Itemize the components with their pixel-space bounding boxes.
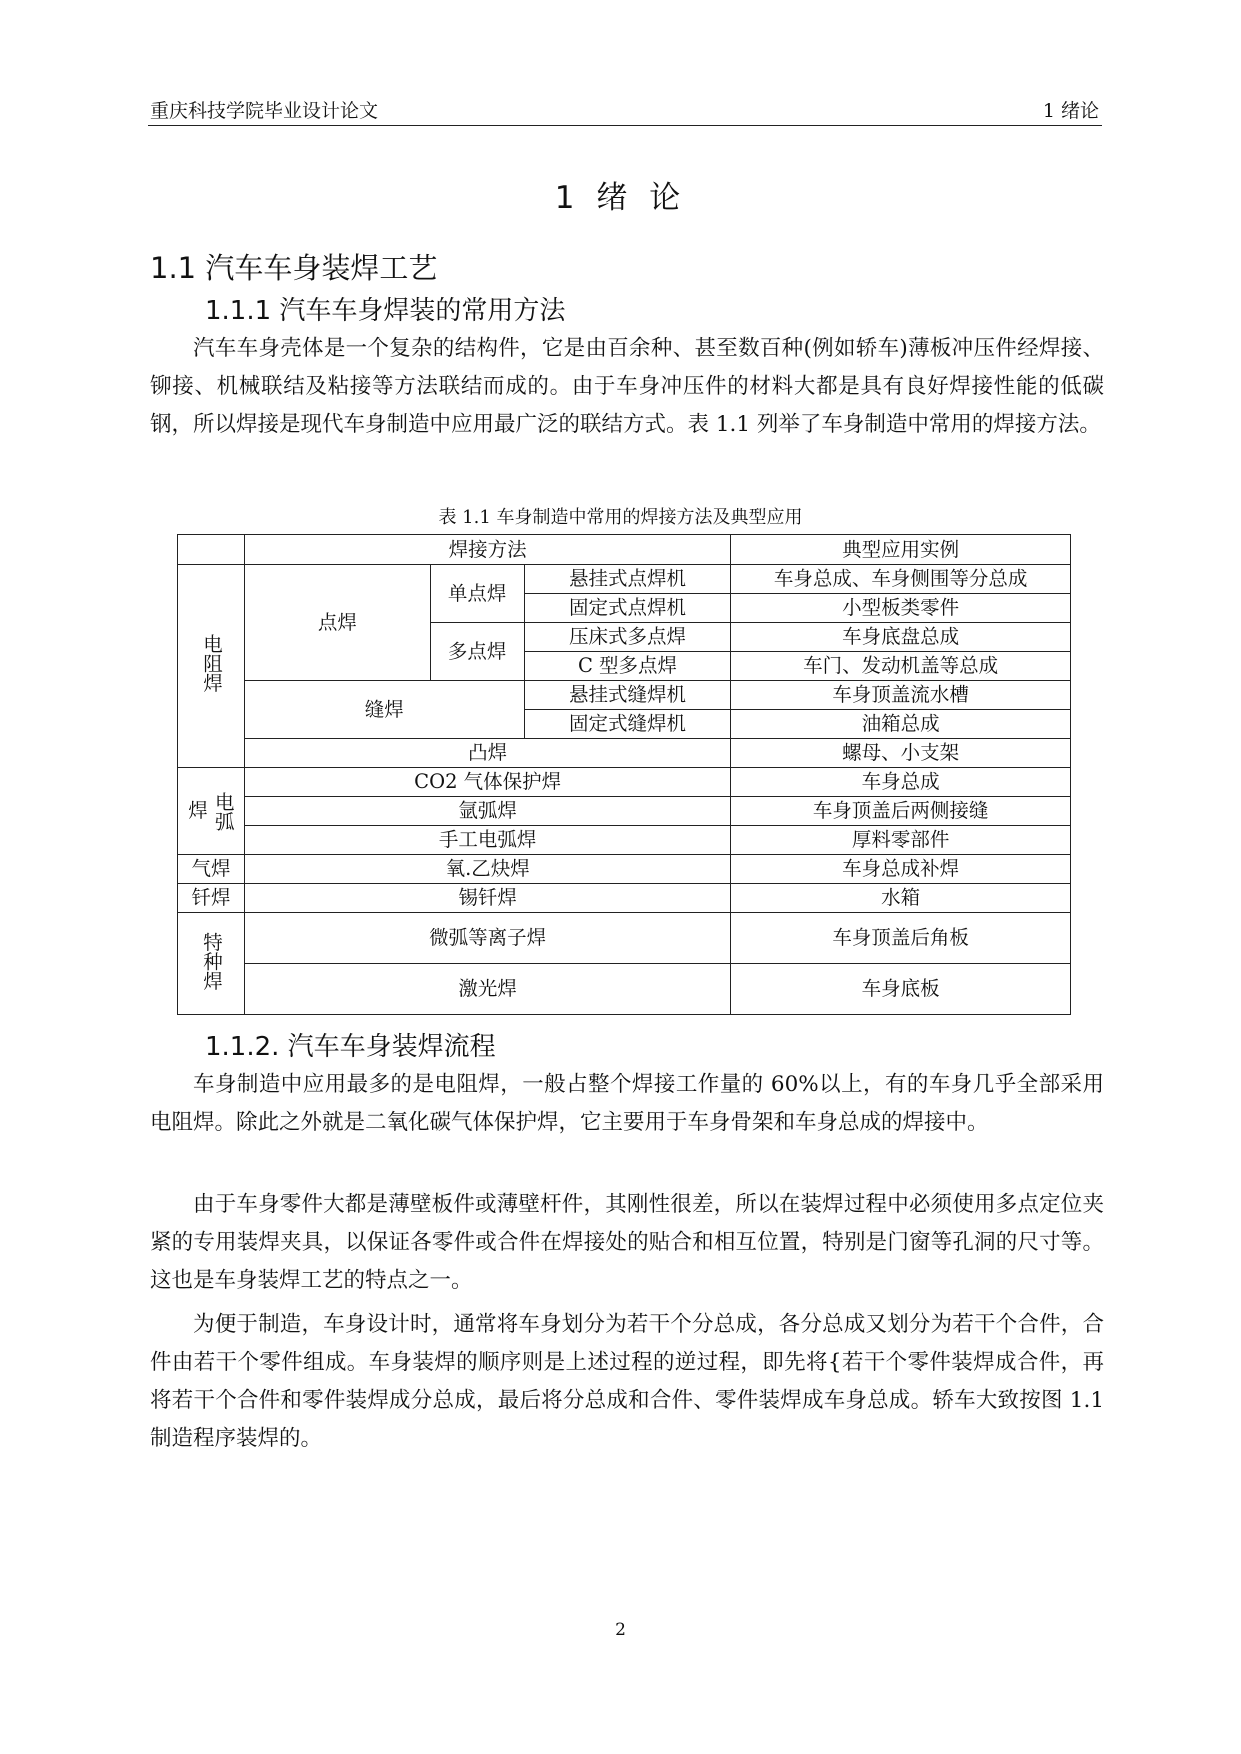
table-cell-method: 激光焊 [244,964,730,1015]
table-header-method: 焊接方法 [244,535,730,565]
method-multi-spot: 多点焊 [430,623,524,681]
table-cell-application: 车身顶盖后角板 [731,913,1071,964]
table-cell-application: 厚料零部件 [731,826,1071,855]
table-cell-application: 水箱 [731,884,1071,913]
method-spot-welding: 点焊 [244,565,430,681]
method-projection-welding: 凸焊 [244,739,730,768]
table-cell-method: 锡钎焊 [244,884,730,913]
category-special-welding: 特种焊 [178,913,245,1015]
paragraph-resistance: 车身制造中应用最多的是电阻焊，一般占整个焊接工作量的 60%以上，有的车身几乎全部采用电阻焊。除此之外就是二氧化碳气体保护焊，它主要用于车身骨架和车身总成的焊接中。 [150,1072,1104,1135]
table-cell-method: 手工电弧焊 [244,826,730,855]
paragraph-fixtures: 由于车身零件大都是薄壁板件或薄壁杆件，其刚性很差，所以在装焊过程中必须使用多点定位夹紧的专用装焊夹具，以保证各零件或合件在焊接处的贴合和相互位置，特别是门窗等孔洞的尺寸等。这也是车身装焊工艺的特点之一。 [150,1192,1104,1293]
header-divider [148,125,1102,126]
table-cell-application: 车身总成补焊 [731,855,1071,884]
category-gas-welding: 气焊 [178,855,245,884]
category-brazing: 钎焊 [178,884,245,913]
table-cell-method: 悬挂式缝焊机 [524,681,731,710]
table-caption: 表 1.1 车身制造中常用的焊接方法及典型应用 [438,507,803,528]
method-single-spot: 单点焊 [430,565,524,623]
table-cell-application: 车身顶盖后两侧接缝 [731,797,1071,826]
table-cell-application: 车身总成 [731,768,1071,797]
category-arc-welding [178,768,245,855]
table-cell-application: 螺母、小支架 [731,739,1071,768]
table-cell-method: 固定式缝焊机 [524,710,731,739]
category-resistance-welding: 电阻焊 [178,565,245,768]
welding-methods-table [177,534,1071,1015]
category-arc-char-a: 焊 [188,799,208,822]
method-seam-welding: 缝焊 [244,681,524,739]
table-cell-method: 氧.乙炔焊 [244,855,730,884]
table-cell-application: 车身底板 [731,964,1071,1015]
paragraph-sequence: 为便于制造，车身设计时，通常将车身划分为若干个分总成，各分总成又划分为若干个合件，合件由若干个零件组成。车身装焊的顺序则是上述过程的逆过程，即先将{若干个零件装焊成合件，再将若干个合件和零件装焊成分总成，最后将分总成和合件、零件装焊成车身总成。轿车大致按图 1.1 制造程序装焊的。 [150,1312,1104,1451]
table-cell-method: CO2 气体保护焊 [244,768,730,797]
table-cell-method: 氩弧焊 [244,797,730,826]
table-cell-application: 油箱总成 [731,710,1071,739]
table-cell-method: 固定式点焊机 [524,594,731,623]
table-cell-method: 压床式多点焊 [524,623,731,652]
table-cell-method: 悬挂式点焊机 [524,565,731,594]
table-cell-method: C 型多点焊 [524,652,731,681]
table-cell-application: 车身总成、车身侧围等分总成 [731,565,1071,594]
section-heading-1-1: 1.1 汽车车身装焊工艺 [150,251,438,285]
category-arc-chars-b: 电弧 [211,791,235,831]
header-title: 重庆科技学院毕业设计论文 [150,100,379,122]
section-heading-1-1-2: 1.1.2. 汽车车身装焊流程 [205,1032,496,1062]
table-cell-application: 车门、发动机盖等总成 [731,652,1071,681]
table-cell-application: 车身底盘总成 [731,623,1071,652]
table-cell-application: 小型板类零件 [731,594,1071,623]
section-heading-1-1-1: 1.1.1 汽车车身焊装的常用方法 [205,296,566,326]
table-corner-cell [178,535,245,565]
table-cell-application: 车身顶盖流水槽 [731,681,1071,710]
table-cell-method: 微弧等离子焊 [244,913,730,964]
table-header-application: 典型应用实例 [731,535,1071,565]
paragraph-intro: 汽车车身壳体是一个复杂的结构件，它是由百余种、甚至数百种(例如轿车)薄板冲压件经焊接、铆接、机械联结及粘接等方法联结而成的。由于车身冲压件的材料大都是具有良好焊接性能的低碳钢，所以焊接是现代车身制造中应用最广泛的联结方式。表 1.1 列举了车身制造中常用的焊接方法。 [150,336,1104,437]
page-number: 2 [615,1620,626,1640]
header-chapter: 1 绪论 [1042,100,1099,122]
chapter-title: 1 绪 论 [554,180,687,216]
